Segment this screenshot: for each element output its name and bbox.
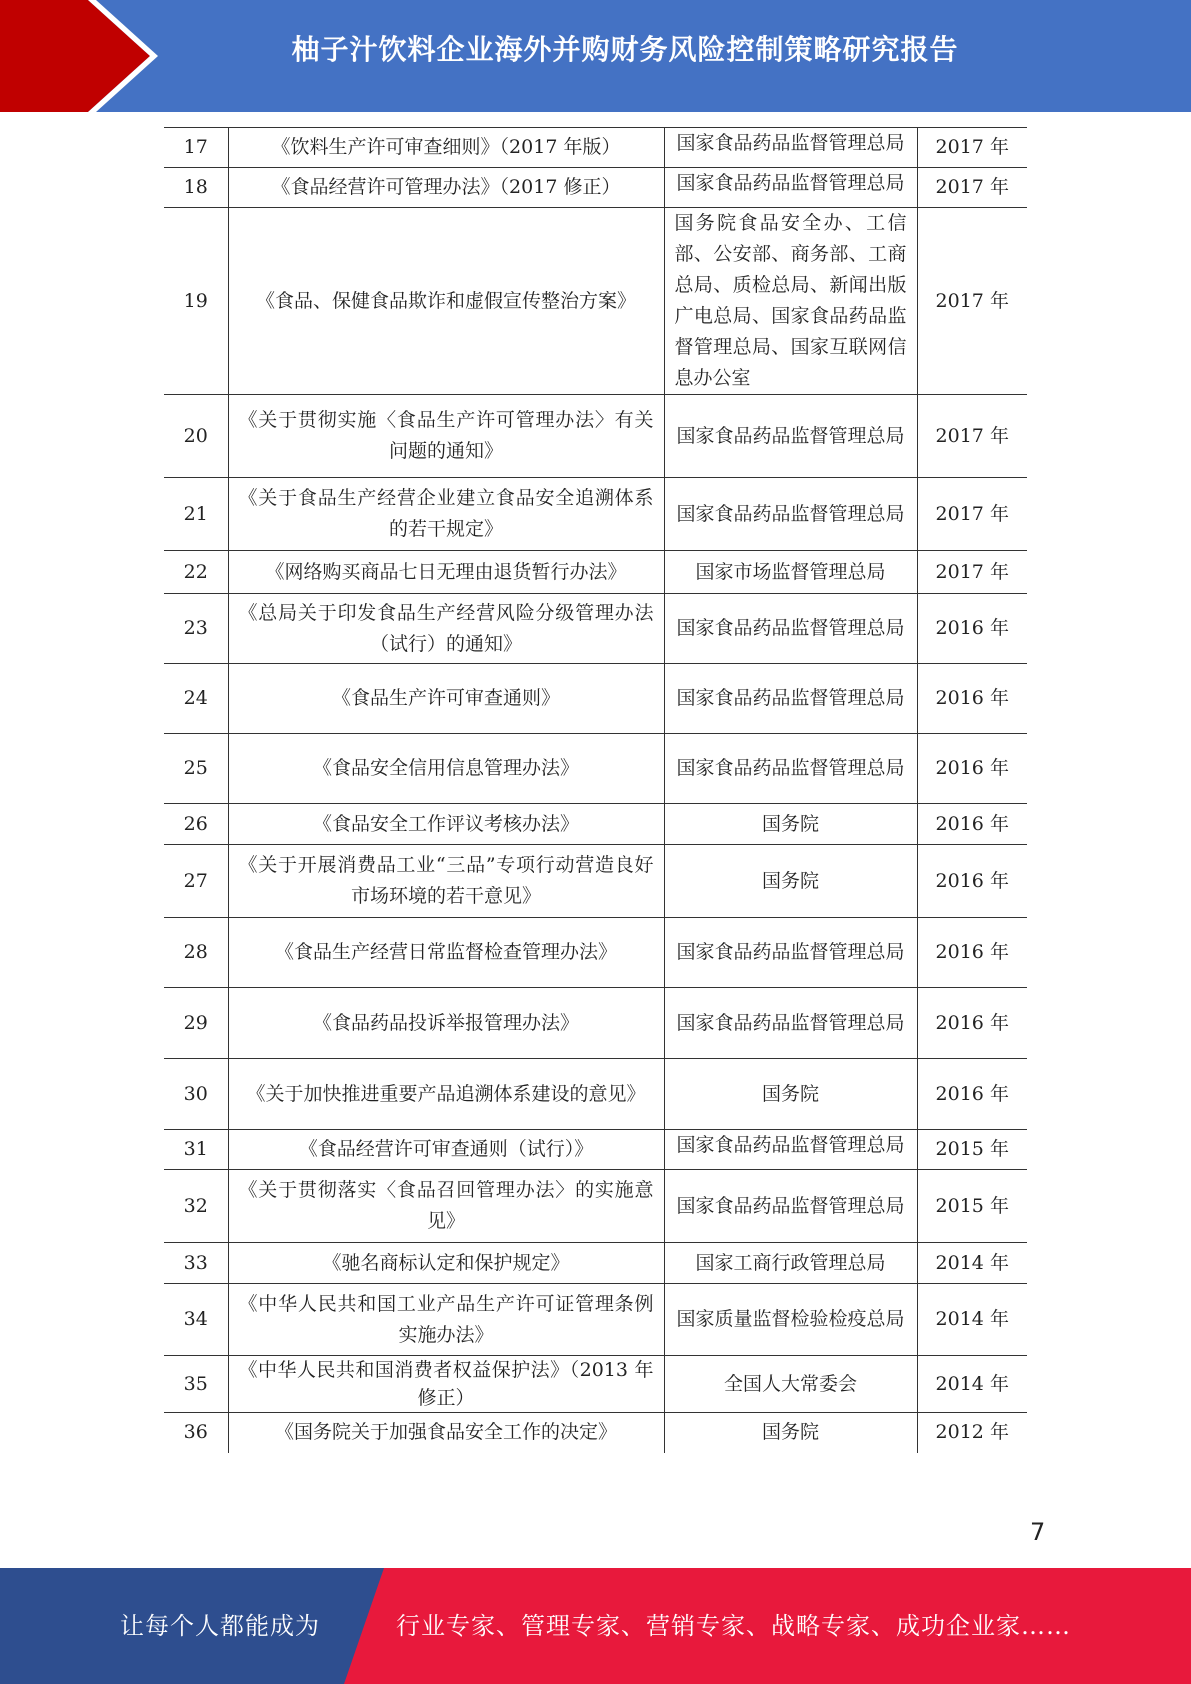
year: 2017 年 [917, 208, 1027, 395]
year: 2017 年 [917, 551, 1027, 594]
issuing-agency: 国务院 [664, 804, 917, 845]
row-number: 18 [164, 168, 228, 208]
year: 2014 年 [917, 1284, 1027, 1356]
table-row [164, 918, 1027, 988]
table-row [164, 1413, 1027, 1453]
year: 2017 年 [917, 168, 1027, 208]
issuing-agency: 全国人大常委会 [664, 1356, 917, 1413]
table-row [164, 1284, 1027, 1356]
row-number: 23 [164, 594, 228, 664]
row-number: 19 [164, 208, 228, 395]
row-number: 34 [164, 1284, 228, 1356]
table-row [164, 1170, 1027, 1243]
document-title: 《饮料生产许可审查细则》（2017 年版） [228, 128, 664, 168]
year: 2016 年 [917, 845, 1027, 918]
document-title: 《关于加快推进重要产品追溯体系建设的意见》 [228, 1059, 664, 1130]
year: 2017 年 [917, 128, 1027, 168]
document-title: 《食品安全信用信息管理办法》 [228, 734, 664, 804]
page-number: 7 [1030, 1518, 1046, 1546]
document-title: 《网络购买商品七日无理由退货暂行办法》 [228, 551, 664, 594]
document-title: 《关于贯彻落实〈食品召回管理办法〉的实施意见》 [228, 1170, 664, 1243]
row-number: 35 [164, 1356, 228, 1413]
row-number: 27 [164, 845, 228, 918]
table-row [164, 845, 1027, 918]
issuing-agency: 国家食品药品监督管理总局 [664, 594, 917, 664]
year: 2012 年 [917, 1413, 1027, 1453]
year: 2014 年 [917, 1356, 1027, 1413]
table-row [164, 1243, 1027, 1284]
table-row [164, 551, 1027, 594]
table-row [164, 208, 1027, 395]
issuing-agency: 国务院食品安全办、工信部、公安部、商务部、工商总局、质检总局、新闻出版广电总局、国家食品药品监督管理总局、国家互联网信息办公室 [664, 208, 917, 395]
year: 2016 年 [917, 804, 1027, 845]
table-row [164, 734, 1027, 804]
row-number: 30 [164, 1059, 228, 1130]
table-row [164, 168, 1027, 208]
issuing-agency: 国家质量监督检验检疫总局 [664, 1284, 917, 1356]
row-number: 22 [164, 551, 228, 594]
issuing-agency: 国务院 [664, 1413, 917, 1453]
issuing-agency: 国务院 [664, 1059, 917, 1130]
issuing-agency-text: 国家食品药品监督管理总局 [676, 132, 905, 154]
issuing-agency: 国家食品药品监督管理总局 [664, 734, 917, 804]
table-row [164, 1059, 1027, 1130]
table-row [164, 128, 1027, 168]
document-title: 《驰名商标认定和保护规定》 [228, 1243, 664, 1284]
document-title: 《食品药品投诉举报管理办法》 [228, 988, 664, 1059]
issuing-agency: 国家食品药品监督管理总局 [664, 1170, 917, 1243]
table-row [164, 395, 1027, 478]
year: 2016 年 [917, 594, 1027, 664]
issuing-agency: 国家食品药品监督管理总局 [664, 395, 917, 478]
issuing-agency: 国家食品药品监督管理总局 [664, 478, 917, 551]
row-number: 17 [164, 128, 228, 168]
table-row [164, 1130, 1027, 1170]
table-row [164, 988, 1027, 1059]
document-title: 《关于食品生产经营企业建立食品安全追溯体系的若干规定》 [228, 478, 664, 551]
issuing-agency: 国家食品药品监督管理总局 [664, 988, 917, 1059]
report-title: 柚子汁饮料企业海外并购财务风险控制策略研究报告 [291, 33, 959, 66]
document-title: 《中华人民共和国消费者权益保护法》（2013 年修正） [228, 1356, 664, 1413]
table-row [164, 478, 1027, 551]
footer-slogan-right: 行业专家、管理专家、营销专家、战略专家、成功企业家…… [396, 1612, 1071, 1640]
issuing-agency: 国家市场监督管理总局 [664, 551, 917, 594]
document-title: 《总局关于印发食品生产经营风险分级管理办法（试行）的通知》 [228, 594, 664, 664]
row-number: 28 [164, 918, 228, 988]
footer-slogan-left: 让每个人都能成为 [120, 1612, 320, 1640]
issuing-agency: 国务院 [664, 845, 917, 918]
document-title: 《关于开展消费品工业“三品”专项行动营造良好市场环境的若干意见》 [228, 845, 664, 918]
header-arrow-decoration [0, 0, 200, 112]
row-number: 26 [164, 804, 228, 845]
year: 2015 年 [917, 1130, 1027, 1170]
row-number: 32 [164, 1170, 228, 1243]
year: 2016 年 [917, 918, 1027, 988]
document-title: 《食品生产许可审查通则》 [228, 664, 664, 734]
row-number: 29 [164, 988, 228, 1059]
document-title: 《食品经营许可审查通则（试行）》 [228, 1130, 664, 1170]
issuing-agency: 国家食品药品监督管理总局 [664, 664, 917, 734]
year: 2016 年 [917, 988, 1027, 1059]
issuing-agency [664, 128, 917, 168]
issuing-agency: 国家食品药品监督管理总局 [664, 918, 917, 988]
document-title: 《食品、保健食品欺诈和虚假宣传整治方案》 [228, 208, 664, 395]
document-title: 《关于贯彻实施〈食品生产许可管理办法〉有关问题的通知》 [228, 395, 664, 478]
document-title: 《中华人民共和国工业产品生产许可证管理条例实施办法》 [228, 1284, 664, 1356]
issuing-agency-text: 国家食品药品监督管理总局 [676, 1134, 905, 1156]
table-row [164, 594, 1027, 664]
table-row [164, 1356, 1027, 1413]
document-title: 《食品安全工作评议考核办法》 [228, 804, 664, 845]
row-number: 36 [164, 1413, 228, 1453]
regulations-table [164, 127, 1027, 1453]
year: 2017 年 [917, 395, 1027, 478]
issuing-agency [664, 168, 917, 208]
document-title: 《食品经营许可管理办法》（2017 修正） [228, 168, 664, 208]
table-row [164, 804, 1027, 845]
row-number: 31 [164, 1130, 228, 1170]
issuing-agency: 国家工商行政管理总局 [664, 1243, 917, 1284]
row-number: 24 [164, 664, 228, 734]
row-number: 25 [164, 734, 228, 804]
issuing-agency [664, 1130, 917, 1170]
page-footer [0, 1568, 1191, 1684]
row-number: 21 [164, 478, 228, 551]
page-header [0, 0, 1191, 112]
year: 2016 年 [917, 734, 1027, 804]
issuing-agency-text: 国家食品药品监督管理总局 [676, 172, 905, 194]
year: 2016 年 [917, 664, 1027, 734]
row-number: 20 [164, 395, 228, 478]
document-title: 《食品生产经营日常监督检查管理办法》 [228, 918, 664, 988]
year: 2014 年 [917, 1243, 1027, 1284]
table-row [164, 664, 1027, 734]
year: 2017 年 [917, 478, 1027, 551]
year: 2015 年 [917, 1170, 1027, 1243]
row-number: 33 [164, 1243, 228, 1284]
document-title: 《国务院关于加强食品安全工作的决定》 [228, 1413, 664, 1453]
year: 2016 年 [917, 1059, 1027, 1130]
